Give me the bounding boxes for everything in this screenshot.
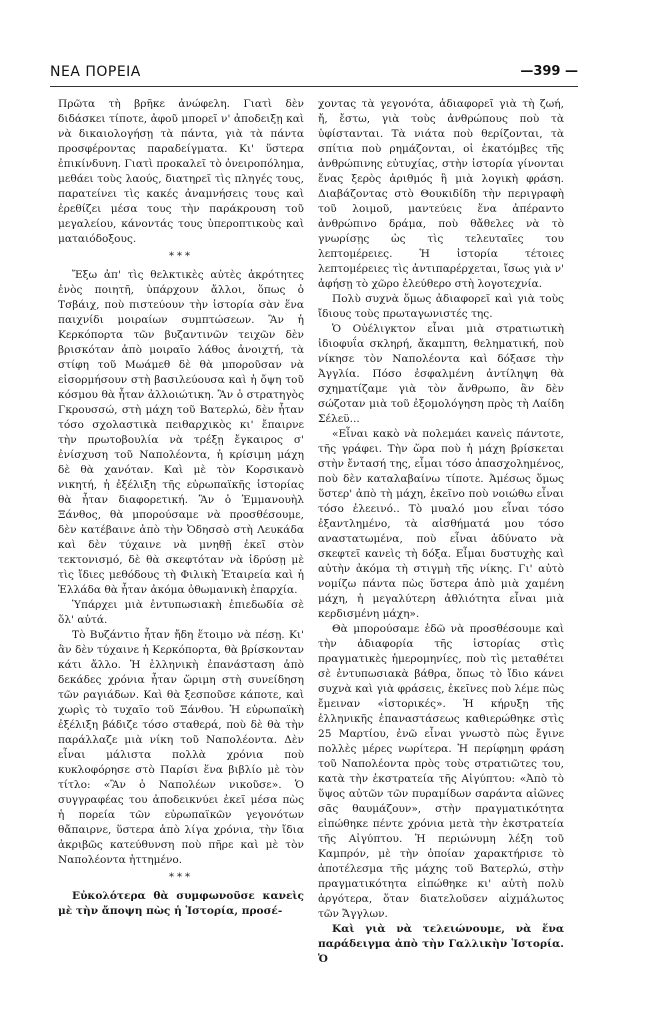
- section-divider: ***: [169, 251, 193, 262]
- paragraph: Τὸ Βυζάντιο ἦταν ἤδη ἕτοιμο νὰ πέσῃ. Κι' ἂν δὲν τύχαινε ἡ Κερκόπορτα, θὰ βρίσκονταν κάτι ἄλλο. Ἡ ἑλληνικὴ ἐπανάσταση ἀπὸ δεκάδες χρόνια ἦταν ὥριμη στὴ συνείδηση τῶν ραγιάδων. Καὶ θὰ ξεσποῦσε κάποτε, καὶ χωρὶς τὸ τυχαῖο τοῦ Ξάνθου. Ἡ εὐρωπαϊκὴ ἐξέλιξη βάδιζε τόσο σταθερά, ποὺ δὲ θὰ τὴν παράλλαζε μιὰ νίκη τοῦ Ναπολέοντα. Δὲν εἶναι μάλιστα πολλὰ χρόνια ποὺ κυκλοφόρησε στὸ Παρίσι ἕνα βιβλίο μὲ τὸν τίτλο: «Ἂν ὁ Ναπολέων νικοῦσε». Ὁ συγγραφέας του ἀποδεικνύει ἐκεῖ μέσα πὼς ἡ πορεία τῶν εὐρωπαϊκῶν γεγονότων θἄπαιρνε, ὕστερα ἀπὸ λίγα χρόνια, τὴν ἴδια ἀκριβῶς κατεύθυνση ποὺ πῆρε καὶ μὲ τὸν Ναπολέοντα ἡττημένο.: [58, 629, 304, 866]
- journal-title: ΝΕΑ ΠΟΡΕΙΑ: [50, 64, 141, 80]
- page-number: —399 —: [520, 64, 578, 79]
- paragraph: Ἔξω ἀπ' τὶς θελκτικὲς αὐτὲς ἀκρότητες ἑνὸς ποιητῆ, ὑπάρχουν ἄλλοι, ὅπως ὁ Τσβάιχ, ποὺ πιστεύουν τὴν ἱστορία σὰν ἕνα παιχνίδι μοιραίων συμπτώσεων. Ἂν ἡ Κερκόπορτα τῶν βυζαντινῶν τειχῶν δὲν βρισκόταν ἀπὸ μοιραῖο λάθος ἀνοιχτή, τὰ στίφη τοῦ Μωάμεθ δὲ θὰ μποροῦσαν νὰ εἰσορμήσουν στὴ βασιλεύουσα καὶ ἡ ὄψη τοῦ κόσμου θὰ ἦταν ἀλλοιώτικη. Ἂν ὁ στρατηγὸς Γκρουσσώ, στὴ μάχη τοῦ Βατερλώ, δὲν ἦταν τόσο σχολαστικὰ πειθαρχικὸς κι' ἔπαιρνε τὴν πρωτοβουλία νὰ τρέξῃ ἔγκαιρος σ' ἐνίσχυση τοῦ Ναπολέοντα, ἡ κρίσιμη μάχη δὲ θὰ χανόταν. Καὶ μὲ τὸν Κορσικανὸ νικητή, ἡ ἐξέλιξη τῆς εὐρωπαϊκῆς ἱστορίας θὰ ἦταν διαφορετική. Ἂν ὁ Ἐμμανουὴλ Ξάνθος, θὰ μπορούσαμε νὰ προσθέσουμε, δὲν κατέβαινε ἀπὸ τὴν Ὀδησσὸ στὴ Λευκάδα καὶ δὲν τύχαινε νὰ μνηθῇ ἐκεῖ στὸν τεκτονισμό, δὲ θὰ σκεφτόταν νὰ ἱδρύσῃ μὲ τὶς ἴδιες μεθόδους τὴ Φιλικὴ Ἑταιρεία καὶ ἡ Ἑλλάδα θὰ ἦταν ἀκόμα ὀθωμανικὴ ἐπαρχία.: [58, 269, 304, 596]
- paragraph: Καὶ γιὰ νὰ τελειώνουμε, νὰ ἕνα παράδειγμα ἀπὸ τὴν Γαλλικὴν Ἱστορία. Ὁ: [318, 923, 564, 965]
- paragraph: χοντας τὰ γεγονότα, ἀδιαφορεῖ γιὰ τὴ ζωή, ἤ, ἔστω, γιὰ τοὺς ἀνθρώπους ποὺ τὰ ὑφίστανται. Τὰ νιάτα ποὺ θερίζονται, τὰ σπίτια ποὺ ρημάζονται, οἱ ἑκατόμβες τῆς ἀνθρώπινης εὐτυχίας, στὴν ἱστορία γίνονται ἕνας ξερὸς ἀριθμός ἢ μιὰ λογικὴ φράση. Διαβάζοντας στὸ Θουκιδίδη τὴν περιγραφὴ τοῦ λοιμοῦ, μαντεύεις ἕνα ἀπέραντο ἀνθρώπινο δράμα, ποὺ θἄθελες νὰ τὸ γνωρίσῃς ὡς τὶς τελευταῖες του λεπτομέρειες. Ἡ ἱστορία τέτοιες λεπτομέρειες τὶς ἀντιπαρέρχεται, ἴσως γιὰ ν' ἀφήσῃ τὸ χῶρο ἐλεύθερο στὴ λογοτεχνία.: [318, 98, 564, 290]
- left-column: [58, 97, 304, 919]
- running-header: [50, 64, 578, 87]
- paragraph: Ὁ Οὐέλιγκτον εἶναι μιὰ στρατιωτικὴ ἰδιοφυΐα σκληρή, ἄκαμπτη, θεληματική, ποὺ νίκησε τὸν Ναπολέοντα καὶ δόξασε τὴν Ἀγγλία. Πόσο ἐσφαλμένη ἀντίληψη θὰ σχηματίζαμε γιὰ τὸν ἄνθρωπο, ἂν δὲν σώζοταν μιὰ τοῦ ἐξομολόγηση πρὸς τὴ Λαίδη Σέλεϋ...: [318, 323, 564, 425]
- paragraph: Πολὺ συχνὰ ὅμως ἀδιαφορεῖ καὶ γιὰ τοὺς ἴδιους τοὺς πρωταγωνιστές της.: [318, 293, 564, 320]
- paragraph: Ὑπάρχει μιὰ ἐντυπωσιακὴ ἐπιεδωδία σὲ ὅλ' αὐτά.: [58, 599, 304, 626]
- paragraph: Πρῶτα τὴ βρῆκε ἀνώφελη. Γιατὶ δὲν διδάσκει τίποτε, ἀφοῦ μπορεῖ ν' ἀποδειξῃ καὶ νὰ δικαιολογήσῃ τὰ πάντα, γιὰ τὰ πάντα προσφέροντας παραδείγματα. Κι' ὕστερα ἐπικίνδυνη. Γιατὶ προκαλεῖ τὸ ὀνειροπόλημα, μεθάει τοὺς λαούς, διατηρεῖ τὶς πληγές τους, παρατείνει τὶς κακές ἀναμνήσεις τους καὶ ἐρεθίζει μέσα τους τὴν παράκρουση τοῦ μεγαλείου, κάνοντάς τους ὑπεροπτικοὺς καὶ ματαιόδοξους.: [58, 98, 304, 245]
- right-column: [318, 97, 564, 967]
- paragraph: Θὰ μπορούσαμε ἐδῶ νὰ προσθέσουμε καὶ τὴν ἀδιαφορία τῆς ἱστορίας στὶς πραγματικὲς ἡμερομηνίες, ποὺ τὶς μεταθέτει σὲ ἐντυπωσιακὰ βάθρα, ὅπως τὸ ἴδιο κάνει συχνὰ καὶ γιὰ φράσεις, ἐκεῖνες ποὺ λέμε πὼς ἔμειναν «ἱστορικές». Ἡ κήρυξη τῆς ἑλληνικῆς ἐπαναστάσεως καθιερώθηκε στὶς 25 Μαρτίου, ἐνῶ εἶναι γνωστὸ πὼς ἔγινε πολλὲς μέρες νωρίτερα. Ἡ περίφημη φράση τοῦ Ναπολέοντα πρὸς τοὺς στρατιῶτες του, κατὰ τὴν ἐκστρατεία τῆς Αἰγύπτου: «Ἀπὸ τὸ ὕψος αὐτῶν τῶν πυραμίδων σαράντα αἰῶνες σᾶς θαυμάζουν», στὴν πραγματικότητα εἰπώθηκε πέντε χρόνια μετὰ τὴν ἐκστρατεία τῆς Αἰγύπτου. Ἡ περιώνυμη λέξη τοῦ Καμπρόν, μὲ τὴν ὁποίαν χαρακτήρισε τὸ ἀποτέλεσμα τῆς μάχης τοῦ Βατερλώ, στὴν πραγματικότητα εἰπώθηκε κι' αὐτὴ πολὺ ἀργότερα, ὅταν διατελοῦσεν αἰχμάλωτος τῶν Ἄγγλων.: [318, 623, 564, 920]
- section-divider: ***: [169, 872, 193, 883]
- paragraph: «Εἶναι κακὸ νὰ πολεμάει κανεὶς πάντοτε, τῆς γράφει. Τὴν ὥρα ποὺ ἡ μάχη βρίσκεται στὴν ἔντασή της, εἶμαι τόσο ἀπασχολημένος, ποὺ δὲν καταλαβαίνω τίποτε. Ἀμέσως ὅμως ὕστερ' ἀπὸ τὴ μάχη, ἐκεῖνο ποὺ νοιώθω εἶναι τόσο ἐλεεινό.. Τὸ μυαλό μου εἶναι τόσο ἐξαντλημένο, τὰ αἰσθήματά μου τόσο αναστατωμένα, ποὺ εἶναι ἀδύνατο νὰ σκεφτεῖ κανεὶς τὴ δόξα. Εἶμαι δυστυχὴς καὶ αὐτὴν ἀκόμα τὴ στιγμὴ τῆς νίκης. Γι' αὐτὸ νομίζω πάντα πὼς ὕστερα ἀπὸ μιὰ χαμένη μάχη, ἡ μεγαλύτερη ἀθλιότητα εἶναι μιὰ κερδισμένη μάχη».: [318, 428, 564, 620]
- paragraph: Εὐκολότερα θὰ συμφωνοῦσε κανεὶς μὲ τὴν ἄποψη πὼς ἡ Ἱστορία, προσέ-: [58, 890, 304, 917]
